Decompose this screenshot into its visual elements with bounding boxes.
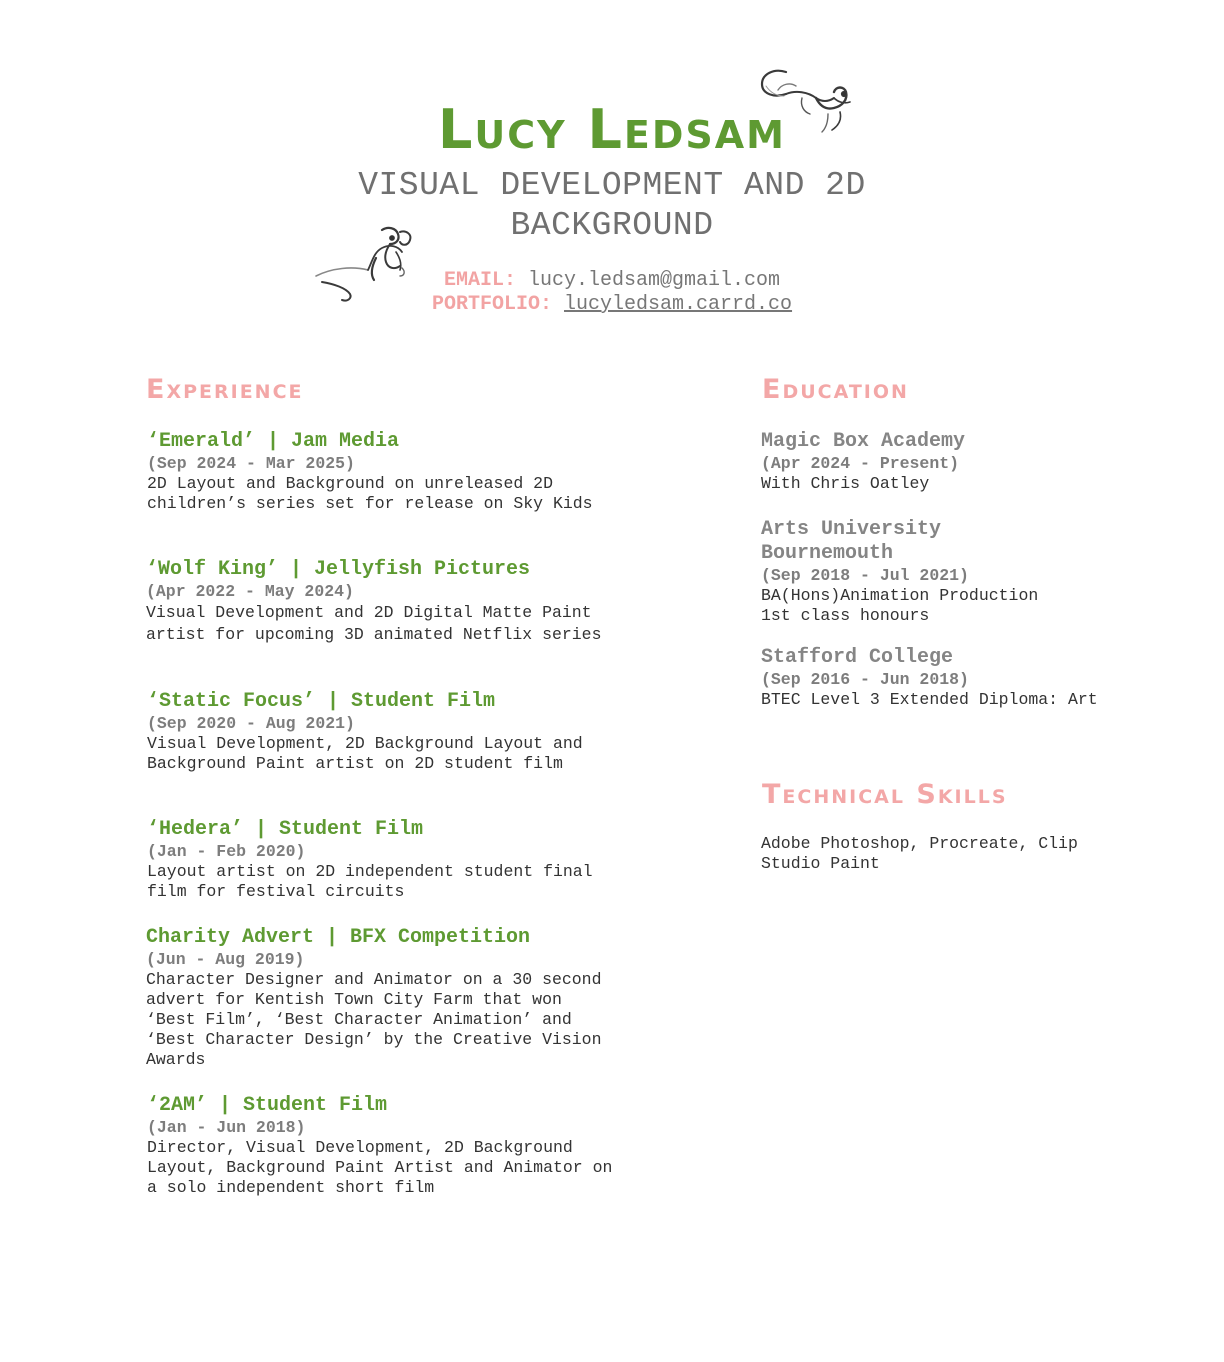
- email-value[interactable]: lucy.ledsam@gmail.com: [527, 269, 781, 292]
- experience-item-title: Charity Advert | BFX Competition: [146, 926, 531, 949]
- experience-item-date: (Apr 2022 - May 2024): [146, 582, 354, 601]
- experience-item: [147, 1094, 617, 1198]
- education-item: [761, 430, 1091, 494]
- experience-item-desc: Character Designer and Animator on a 30 second advert for Kentish Town City Farm that won ‘Best Film’, ‘Best Character Animation’ and ‘Best Character Design’ by the Creative Vision Awards: [146, 970, 602, 1069]
- email-line: [0, 269, 1224, 293]
- education-item-date: (Apr 2024 - Present): [761, 454, 960, 473]
- resume-subtitle: VISUAL DEVELOPMENT AND 2D BACKGROUND: [358, 167, 866, 244]
- education-item: [761, 646, 1101, 710]
- experience-heading: Experience: [146, 374, 304, 405]
- education-item-title: Arts University Bournemouth: [761, 518, 942, 565]
- experience-item: [147, 430, 617, 514]
- skills-heading: Technical Skills: [762, 779, 1008, 810]
- experience-item-date: (Jan - Feb 2020): [147, 842, 306, 861]
- experience-item-title: ‘Static Focus’ | Student Film: [147, 690, 496, 713]
- experience-item-title: ‘Wolf King’ | Jellyfish Pictures: [146, 558, 531, 581]
- email-label: EMAIL:: [443, 269, 516, 292]
- experience-item: [147, 690, 617, 774]
- experience-item-desc: Visual Development, 2D Background Layout and Background Paint artist on 2D student film: [147, 734, 583, 773]
- experience-item-title: ‘Hedera’ | Student Film: [147, 818, 424, 841]
- experience-item-desc: Visual Development and 2D Digital Matte Paint artist for upcoming 3D animated Netflix series: [146, 603, 602, 644]
- experience-item: [146, 926, 616, 1070]
- experience-item-title: ‘2AM’ | Student Film: [147, 1094, 388, 1117]
- contact-block: [0, 269, 1224, 317]
- experience-item: [146, 558, 616, 645]
- education-item: [761, 518, 1091, 626]
- education-item-title: Stafford College: [761, 646, 954, 669]
- portfolio-line: [0, 293, 1224, 317]
- education-item-date: (Sep 2018 - Jul 2021): [761, 566, 969, 585]
- education-item-title: Magic Box Academy: [761, 430, 966, 453]
- skills-text: Adobe Photoshop, Procreate, Clip Studio Paint: [761, 834, 1078, 873]
- experience-item-title: ‘Emerald’ | Jam Media: [147, 430, 400, 453]
- experience-item-date: (Sep 2020 - Aug 2021): [147, 714, 355, 733]
- experience-item-date: (Jan - Jun 2018): [147, 1118, 306, 1137]
- education-item-desc: BTEC Level 3 Extended Diploma: Art: [761, 690, 1098, 709]
- resume-name: Lucy Ledsam: [438, 98, 786, 161]
- education-item-desc: With Chris Oatley: [761, 474, 930, 493]
- experience-item: [147, 818, 617, 902]
- experience-item-date: (Sep 2024 - Mar 2025): [147, 454, 355, 473]
- experience-item-desc: 2D Layout and Background on unreleased 2D children’s series set for release on Sky Kids: [147, 474, 593, 513]
- education-heading: Education: [762, 374, 909, 405]
- experience-item-desc: Director, Visual Development, 2D Background Layout, Background Paint Artist and Animator on a solo independent short film: [147, 1138, 613, 1197]
- portfolio-link[interactable]: lucyledsam.carrd.co: [564, 293, 793, 316]
- experience-item-desc: Layout artist on 2D independent student final film for festival circuits: [147, 862, 593, 901]
- portfolio-label: PORTFOLIO:: [431, 293, 552, 316]
- education-item-date: (Sep 2016 - Jun 2018): [761, 670, 969, 689]
- experience-item-date: (Jun - Aug 2019): [146, 950, 305, 969]
- education-item-desc: BA(Hons)Animation Production 1st class honours: [761, 586, 1039, 625]
